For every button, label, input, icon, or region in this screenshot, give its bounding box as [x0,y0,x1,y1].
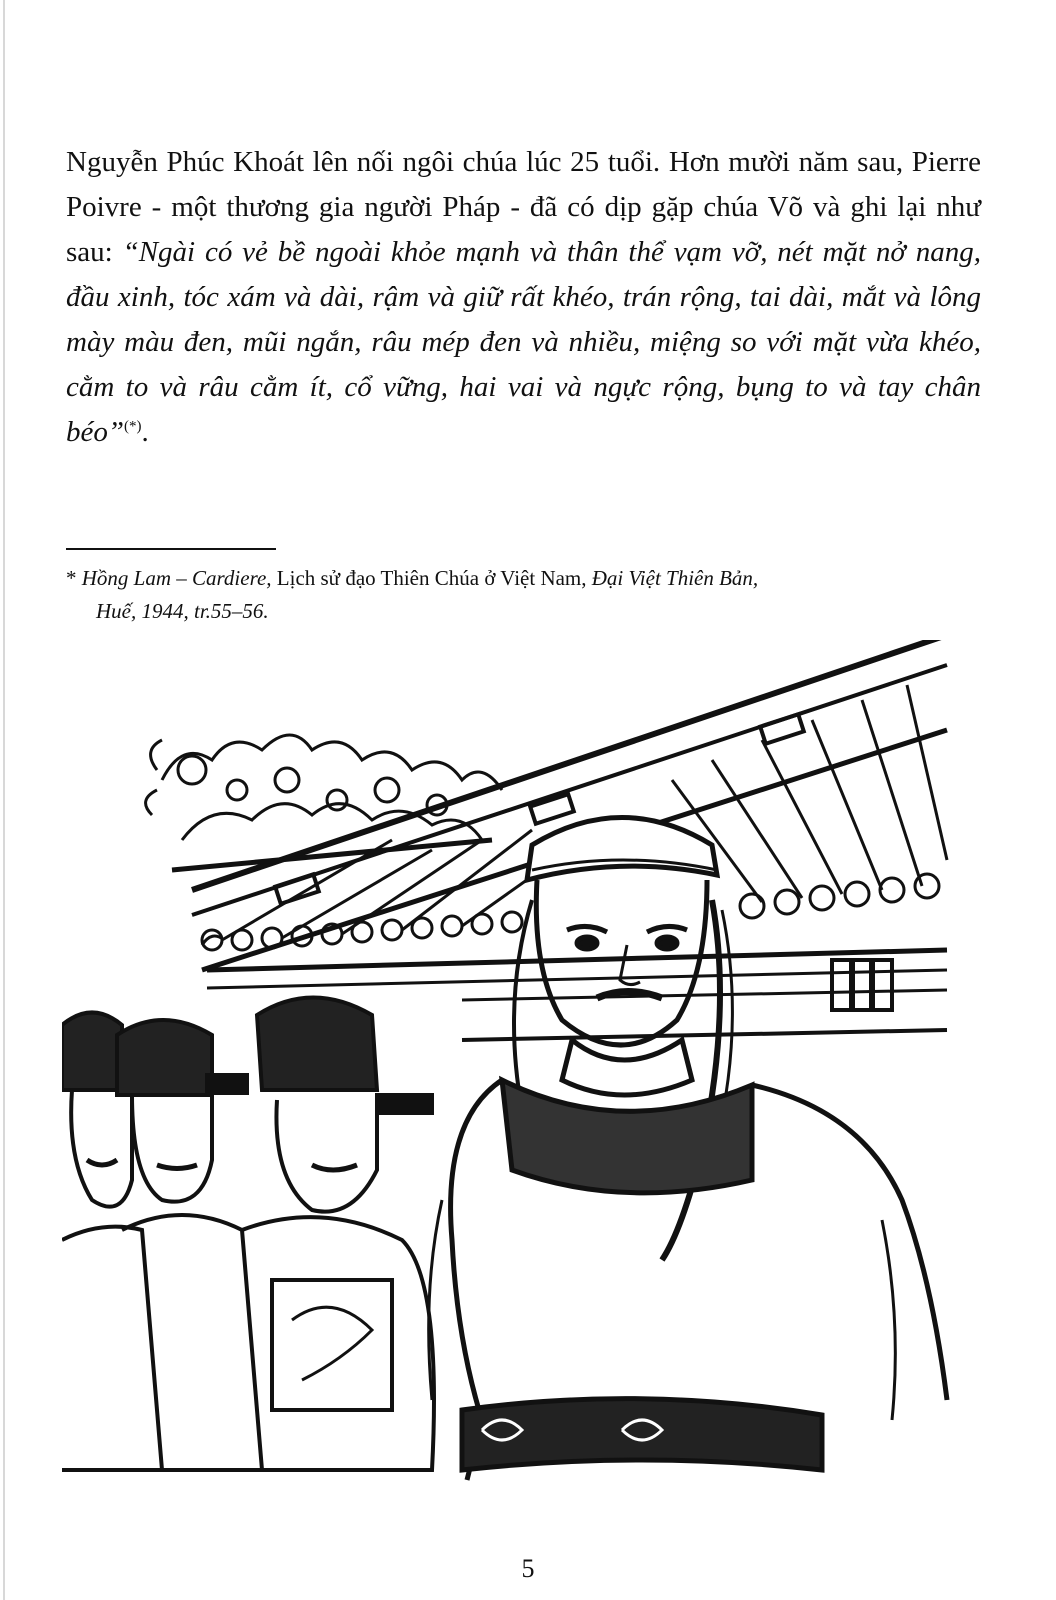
page-number: 5 [521,1554,535,1583]
body-intro: Nguyễn Phúc Khoát lên nối ngôi chúa lúc 25 tuổi. Hơn mười năm sau, Pierre Poivre - một thương gia người Pháp - đã có dịp gặp chúa Võ và ghi lại như sau: [66,146,981,268]
footnote-marker: * [66,566,82,590]
footnote-title: Lịch sử đạo Thiên Chúa ở Việt Nam, [271,566,587,590]
footnote-rule [66,548,276,550]
illustration [62,640,987,1530]
footnote-author: Hồng Lam – Cardiere, [81,566,272,590]
footnote-reference: (*) [124,418,142,435]
body-paragraph [66,140,981,455]
body-end: . [141,416,149,448]
body-quote: “Ngài có vẻ bề ngoài khỏe mạnh và thân thể vạm vỡ, nét mặt nở nang, đầu xinh, tóc xám và dài, rậm và giữ rất khéo, trán rộng, tai dài, mắt và lông mày màu đen, mũi ngắn, râu mép đen và nhiều, miệng so với mặt vừa khéo, cằm to và râu cằm ít, cổ vững, hai vai và ngực rộng, bụng to và tay chân béo” [66,236,982,448]
footnote [66,562,981,628]
page-edge [3,0,5,1600]
background-officials [62,998,434,1471]
footnote-publisher: Đại Việt Thiên Bản, [586,566,759,590]
footnote-place-year: Huế, 1944, tr.55–56. [96,599,269,623]
main-figure [429,818,947,1481]
